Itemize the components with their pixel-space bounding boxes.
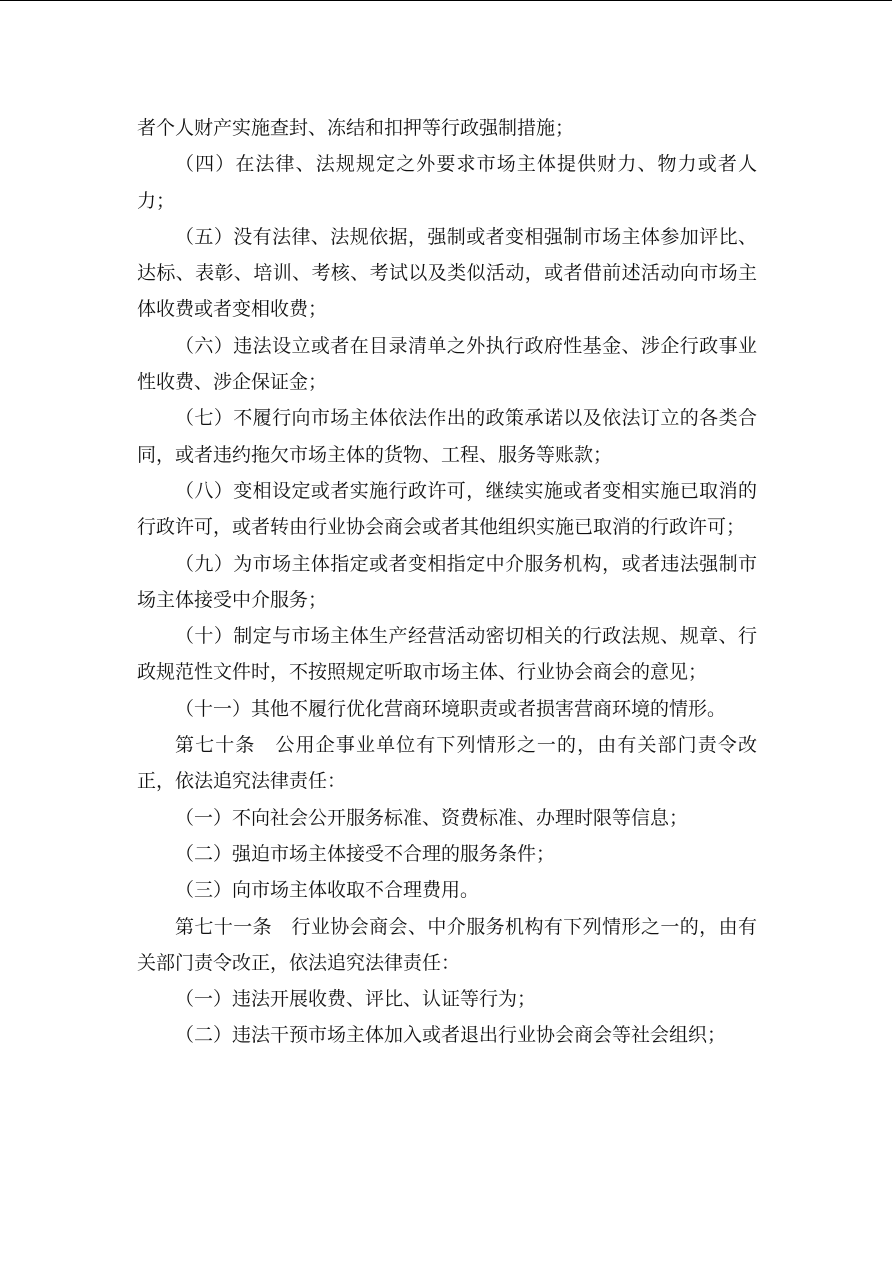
paragraph-item-9: （九）为市场主体指定或者变相指定中介服务机构，或者违法强制市场主体接受中介服务； xyxy=(137,552,757,611)
paragraph-item-11: （十一）其他不履行优化营商环境职责或者损害营商环境的情形。 xyxy=(175,697,727,720)
top-border-line xyxy=(0,0,892,1)
article-71-item-2: （二）违法干预市场主体加入或者退出行业协会商会等社会组织； xyxy=(175,1024,727,1047)
document-body xyxy=(137,110,757,1054)
paragraph-item-5: （五）没有法律、法规依据，强制或者变相强制市场主体参加评比、达标、表彰、培训、考核、考试以及类似活动，或者借前述活动向市场主体收费或者变相收费； xyxy=(137,225,757,321)
article-71-item-1: （一）违法开展收费、评比、认证等行为； xyxy=(175,988,537,1011)
article-70-heading: 第七十条 公用企事业单位有下列情形之一的，由有关部门责令改正，依法追究法律责任： xyxy=(137,734,757,793)
paragraph-item-7: （七）不履行向市场主体依法作出的政策承诺以及依法订立的各类合同，或者违约拖欠市场主体的货物、工程、服务等账款； xyxy=(137,407,757,466)
paragraph-item-8: （八）变相设定或者实施行政许可，继续实施或者变相实施已取消的行政许可，或者转由行业协会商会或者其他组织实施已取消的行政许可； xyxy=(137,479,757,539)
paragraph-item-4: （四）在法律、法规规定之外要求市场主体提供财力、物力或者人力； xyxy=(137,153,757,212)
paragraph-item-10: （十）制定与市场主体生产经营活动密切相关的行政法规、规章、行政规范性文件时，不按照规定听取市场主体、行业协会商会的意见； xyxy=(137,625,757,684)
article-70-item-1: （一）不向社会公开服务标准、资费标准、办理时限等信息； xyxy=(175,806,689,829)
article-70-item-2: （二）强迫市场主体接受不合理的服务条件； xyxy=(175,842,556,865)
paragraph-continuation: 者个人财产实施查封、冻结和扣押等行政强制措施； xyxy=(137,117,575,139)
paragraph-item-6: （六）违法设立或者在目录清单之外执行政府性基金、涉企行政事业性收费、涉企保证金； xyxy=(137,334,757,394)
article-71-heading: 第七十一条 行业协会商会、中介服务机构有下列情形之一的，由有关部门责令改正，依法追究法律责任： xyxy=(137,915,757,974)
article-70-item-3: （三）向市场主体收取不合理费用。 xyxy=(175,879,480,902)
